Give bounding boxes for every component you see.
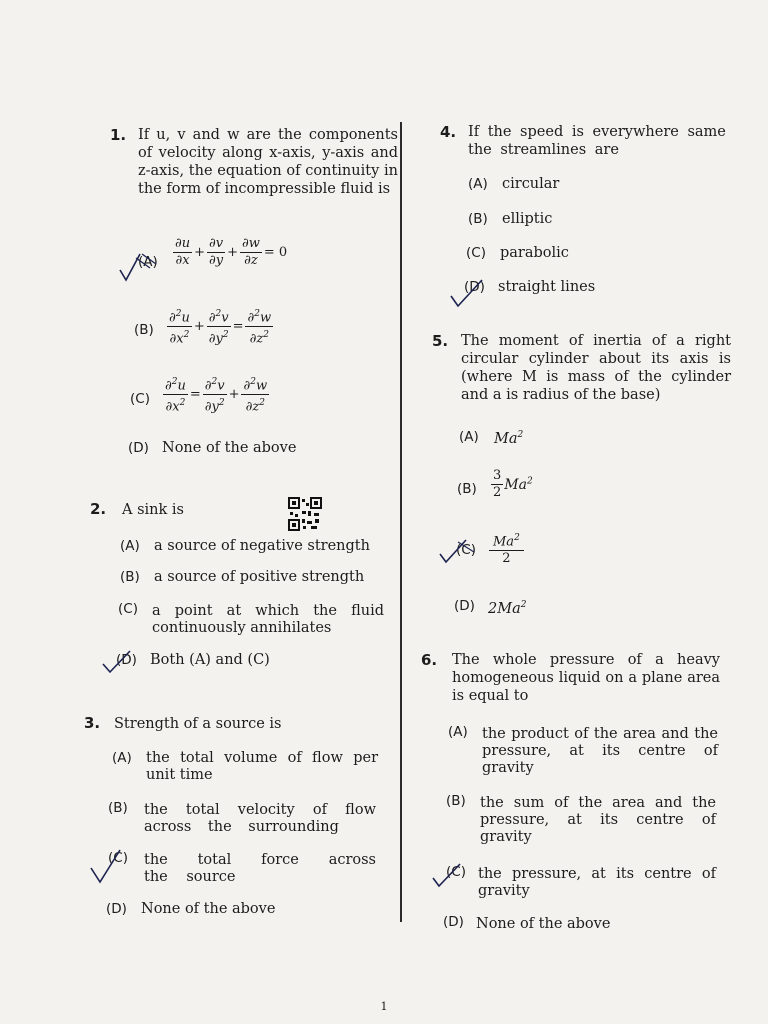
option-label: (C) [466, 245, 486, 261]
option-equation: $\frac{\partial^2u}{\partial x^2}$ + $\frac{\partial^2v}{\partial y^2}$ = $\frac{\partial^2w}{\partial z^2}$ [166, 306, 274, 348]
option-text: the total velocity of flow across the surrounding [144, 802, 376, 835]
option-text: None of the above [162, 440, 297, 456]
page-number: 1 [380, 1000, 388, 1013]
option-text: the total volume of flow per unit time [146, 750, 378, 783]
option-label: (B) [108, 800, 128, 816]
column-divider [400, 122, 402, 922]
question-text: If u, v and w are the components of velocity along x-axis, y-axis and z-axis, the equation of continuity in the form of incompressible fluid is [138, 127, 398, 197]
option-text: the product of the area and the pressure, at its centre of gravity [482, 726, 718, 776]
option-text: a source of negative strength [154, 538, 370, 554]
option-label: (B) [468, 211, 488, 227]
option-text: 2Ma$^2$ [488, 600, 527, 617]
option-label: (C) [130, 391, 150, 407]
option-text: Both (A) and (C) [150, 652, 270, 668]
handwritten-tick-mark [436, 536, 480, 566]
option-label: (A) [112, 750, 132, 766]
option-label: (C) [108, 850, 128, 866]
option-label: (A) [459, 429, 479, 445]
option-label: (A) [120, 538, 140, 554]
question-number: 2. [90, 500, 107, 518]
option-equation: $\frac{3}{2}$ Ma$^2$ [493, 468, 533, 500]
option-text: elliptic [502, 211, 553, 227]
option-text: the total force across the source [144, 852, 376, 885]
option-label: (D) [464, 279, 485, 295]
option-label: (D) [106, 901, 127, 917]
option-label: (D) [116, 652, 137, 668]
question-text: Strength of a source is [114, 716, 282, 732]
option-text: a source of positive strength [154, 569, 365, 585]
question-number: 1. [110, 126, 127, 144]
option-label: (B) [120, 569, 140, 585]
option-label: (B) [134, 322, 154, 338]
option-text: Ma$^2$ [494, 430, 524, 447]
handwritten-tick-mark [116, 250, 162, 286]
option-equation: $\frac{Ma^2}{2}$ [488, 530, 525, 567]
option-text: circular [502, 176, 560, 192]
option-label: (C) [118, 601, 138, 617]
option-label: (A) [138, 254, 158, 270]
qr-code-icon [288, 497, 322, 531]
option-text: parabolic [500, 245, 569, 261]
option-label: (C) [456, 542, 476, 558]
option-equation: $\frac{\partial u}{\partial x}$ + $\frac{\partial v}{\partial y}$ + $\frac{\partial w}{\partial z}$ = 0 [175, 236, 288, 268]
option-label: (A) [448, 724, 468, 740]
question-text: The moment of inertia of a right circular cylinder about its axis is (where M is mass of the cylinder and a is radius of the base) [461, 333, 731, 403]
option-text: the sum of the area and the pressure, at its centre of gravity [480, 795, 716, 845]
option-label: (D) [454, 598, 475, 614]
handwritten-tick-mark [100, 648, 140, 676]
option-text: None of the above [476, 916, 611, 932]
option-text: None of the above [141, 901, 276, 917]
option-label: (B) [457, 481, 477, 497]
option-label: (B) [446, 793, 466, 809]
handwritten-tick-mark [88, 846, 134, 886]
option-text: a point at which the fluid continuously annihilates [152, 603, 384, 636]
option-label: (D) [128, 440, 149, 456]
option-label: (C) [446, 864, 466, 880]
handwritten-tick-mark [430, 860, 470, 890]
question-number: 5. [432, 332, 449, 350]
handwritten-tick-mark [448, 276, 488, 310]
question-text: A sink is [122, 502, 184, 518]
question-number: 4. [440, 123, 457, 141]
option-text: straight lines [498, 279, 596, 295]
question-number: 3. [84, 714, 101, 732]
option-text: the pressure, at its centre of gravity [478, 866, 716, 899]
option-label: (D) [443, 914, 464, 930]
question-text: If the speed is everywhere same the streamlines are [468, 124, 726, 158]
question-number: 6. [421, 651, 438, 669]
option-equation: $\frac{\partial^2u}{\partial x^2}$ = $\frac{\partial^2v}{\partial y^2}$ + $\frac{\partial^2w}{\partial z^2}$ [162, 374, 270, 416]
option-label: (A) [468, 176, 488, 192]
question-text: The whole pressure of a heavy homogeneous liquid on a plane area is equal to [452, 652, 720, 704]
